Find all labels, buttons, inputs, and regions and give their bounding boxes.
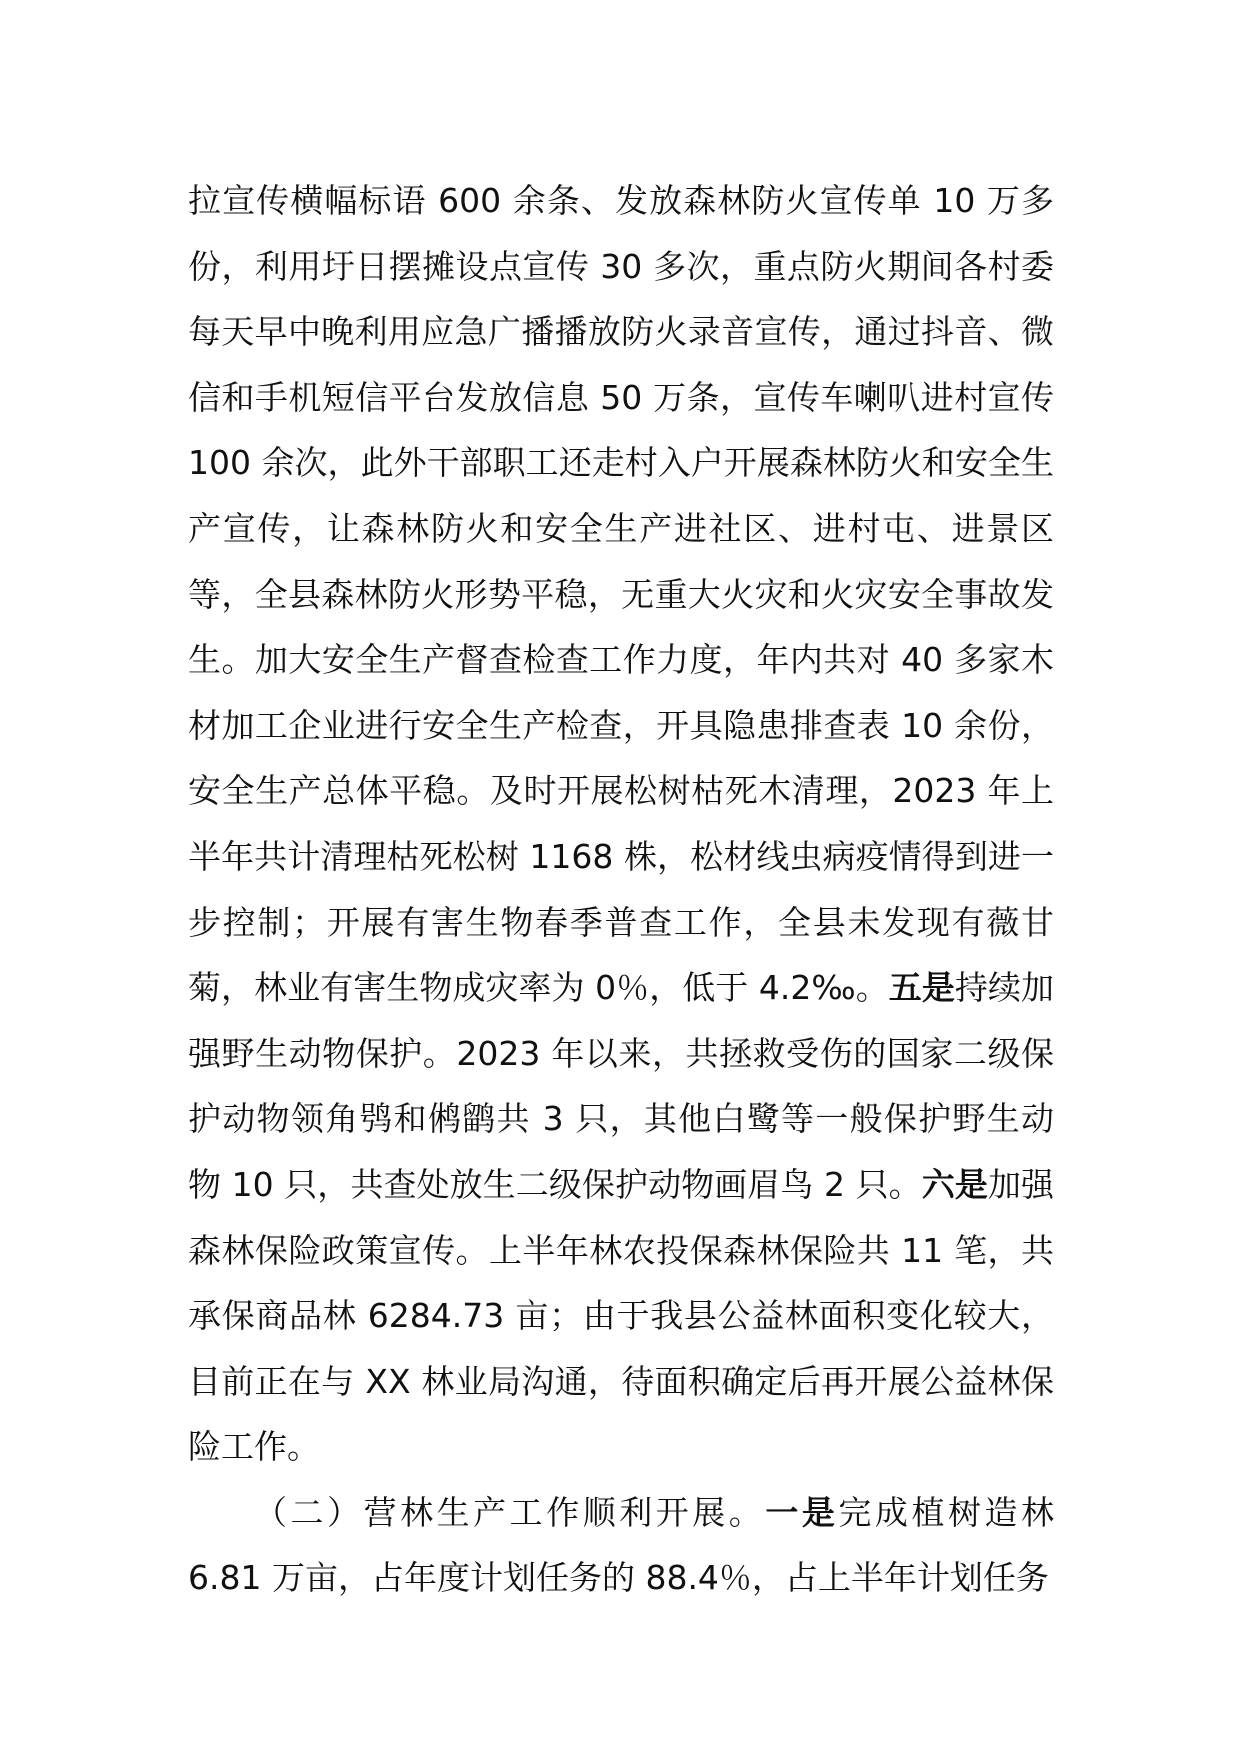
paragraph-forest-safety bbox=[188, 168, 1054, 1480]
point-one-label: 一是 bbox=[765, 1492, 839, 1532]
point-six-label: 六是 bbox=[921, 1164, 988, 1204]
document-body bbox=[188, 168, 1054, 1611]
paragraph-text: 持续加强野生动物保护。2023 年以来，共拯救受伤的国家二级保护动物领角鸮和鸺鹠共 3 只，其他白鹭等一般保护野生动物 10 只，共查处放生二级保护动物画眉鸟 2 只。 bbox=[188, 968, 1055, 1204]
paragraph-text: 完成植树造林 6.81 万亩，占年度计划任务的 88.4％，占上半年计划任务 bbox=[188, 1492, 1055, 1598]
paragraph-text: 加强森林保险政策宣传。上半年林农投保森林保险共 11 笔，共承保商品林 6284.73 亩；由于我县公益林面积变化较大，目前正在与 XX 林业局沟通，待面积确定后再开展公益林保险工作。 bbox=[188, 1164, 1055, 1467]
paragraph-afforestation bbox=[188, 1480, 1054, 1611]
paragraph-text: 拉宣传横幅标语 600 余条、发放森林防火宣传单 10 万多份，利用圩日摆摊设点宣传 30 多次，重点防火期间各村委每天早中晚利用应急广播播放防火录音宣传，通过抖音、微信和手机短信平台发放信息 50 万条，宣传车喇叭进村宣传 100 余次，此外干部职工还走村入户开展森林防火和安全生产宣传，让森林防火和安全生产进社区、进村屯、进景区等，全县森林防火形势平稳，无重大火灾和火灾安全事故发生。加大安全生产督查检查工作力度，年内共对 40 多家木材加工企业进行安全生产检查，开具隐患排查表 10 余份，安全生产总体平稳。及时开展松树枯死木清理，2023 年上半年共计清理枯死松树 1168 株，松材线虫病疫情得到进一步控制；开展有害生物春季普查工作，全县未发现有薇甘菊，林业有害生物成灾率为 0％，低于 4.2‰。 bbox=[188, 181, 1054, 1008]
point-five-label: 五是 bbox=[888, 968, 955, 1008]
section-heading: （二）营林生产工作顺利开展。 bbox=[254, 1492, 766, 1532]
